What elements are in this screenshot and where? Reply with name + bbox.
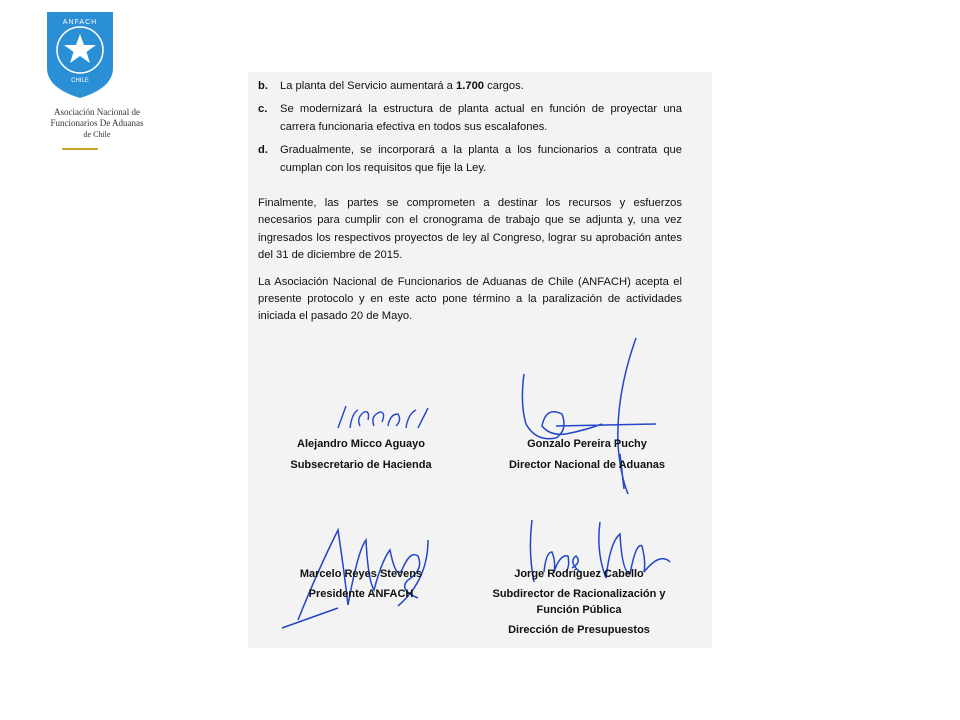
item-text [280,78,682,95]
item-text-after: cargos. [484,80,524,92]
signatory-1-name: Alejandro Micco Aguayo [297,438,425,450]
signatory-3-title: Presidente ANFACH [308,588,414,600]
logo-country: CHILE [71,78,89,84]
logo-divider [62,148,98,150]
shield-star-icon [45,10,115,100]
signature-pereira [516,334,666,504]
logo-ring-text: ANFACH [62,19,98,26]
signatory-4-department: Dirección de Presupuestos [508,624,650,636]
item-text-bold: 1.700 [456,80,485,92]
signatory-2-title: Director Nacional de Aduanas [508,459,666,471]
signatory-4-title-line2: Función Pública [536,604,622,616]
item-letter: c. [258,103,268,116]
item-text: Gradualmente, se incorporará a la planta a los funcionarios a contrata que cumplan con los requisitos que fije la Ley. [280,144,682,174]
logo-org-line3: de Chile [83,130,111,139]
list-item [258,78,682,95]
signatory-2-name: Gonzalo Pereira Puchy [527,438,647,450]
item-letter: b. [258,80,268,92]
document-body [258,78,682,326]
signatory-4-name: Jorge Rodríguez Cabello [514,568,644,580]
paragraph-protocol: La Asociación Nacional de Funcionarios de Aduanas de Chile (ANFACH) acepta el presente protocolo y en este acto pone término a la paralización de actividades iniciada el pasado 20 de Mayo. [258,275,682,323]
logo-org-line2: Funcionarios De Aduanas [50,118,144,128]
scanned-document [248,72,712,648]
signatory-4-title: Subdirector de Racionalización y [492,588,666,600]
signatory-3-name: Marcelo Reyes Stevens [299,568,423,580]
item-text: Se modernizará la estructura de planta actual en función de proyectar una carrera funcionaria efectiva en todos sus escalafones. [280,103,682,133]
logo-org-name [32,107,162,140]
signatory-1-title: Subsecretario de Hacienda [290,459,432,471]
logo-org-line1: Asociación Nacional de [54,107,140,117]
signature-micco [328,398,448,438]
paragraph-commitment: Finalmente, las partes se comprometen a destinar los recursos y esfuerzos necesarios para cumplir con el cronograma de trabajo que se adjunta y, una vez ingresados los respectivos proyectos de ley al Congreso, lograr su aprobación antes del 31 de diciembre de 2015. [258,197,682,262]
item-text-before: La planta del Servicio aumentará a [280,80,457,92]
list-item [258,101,682,136]
item-letter: d. [258,144,268,157]
list-item [258,142,682,177]
